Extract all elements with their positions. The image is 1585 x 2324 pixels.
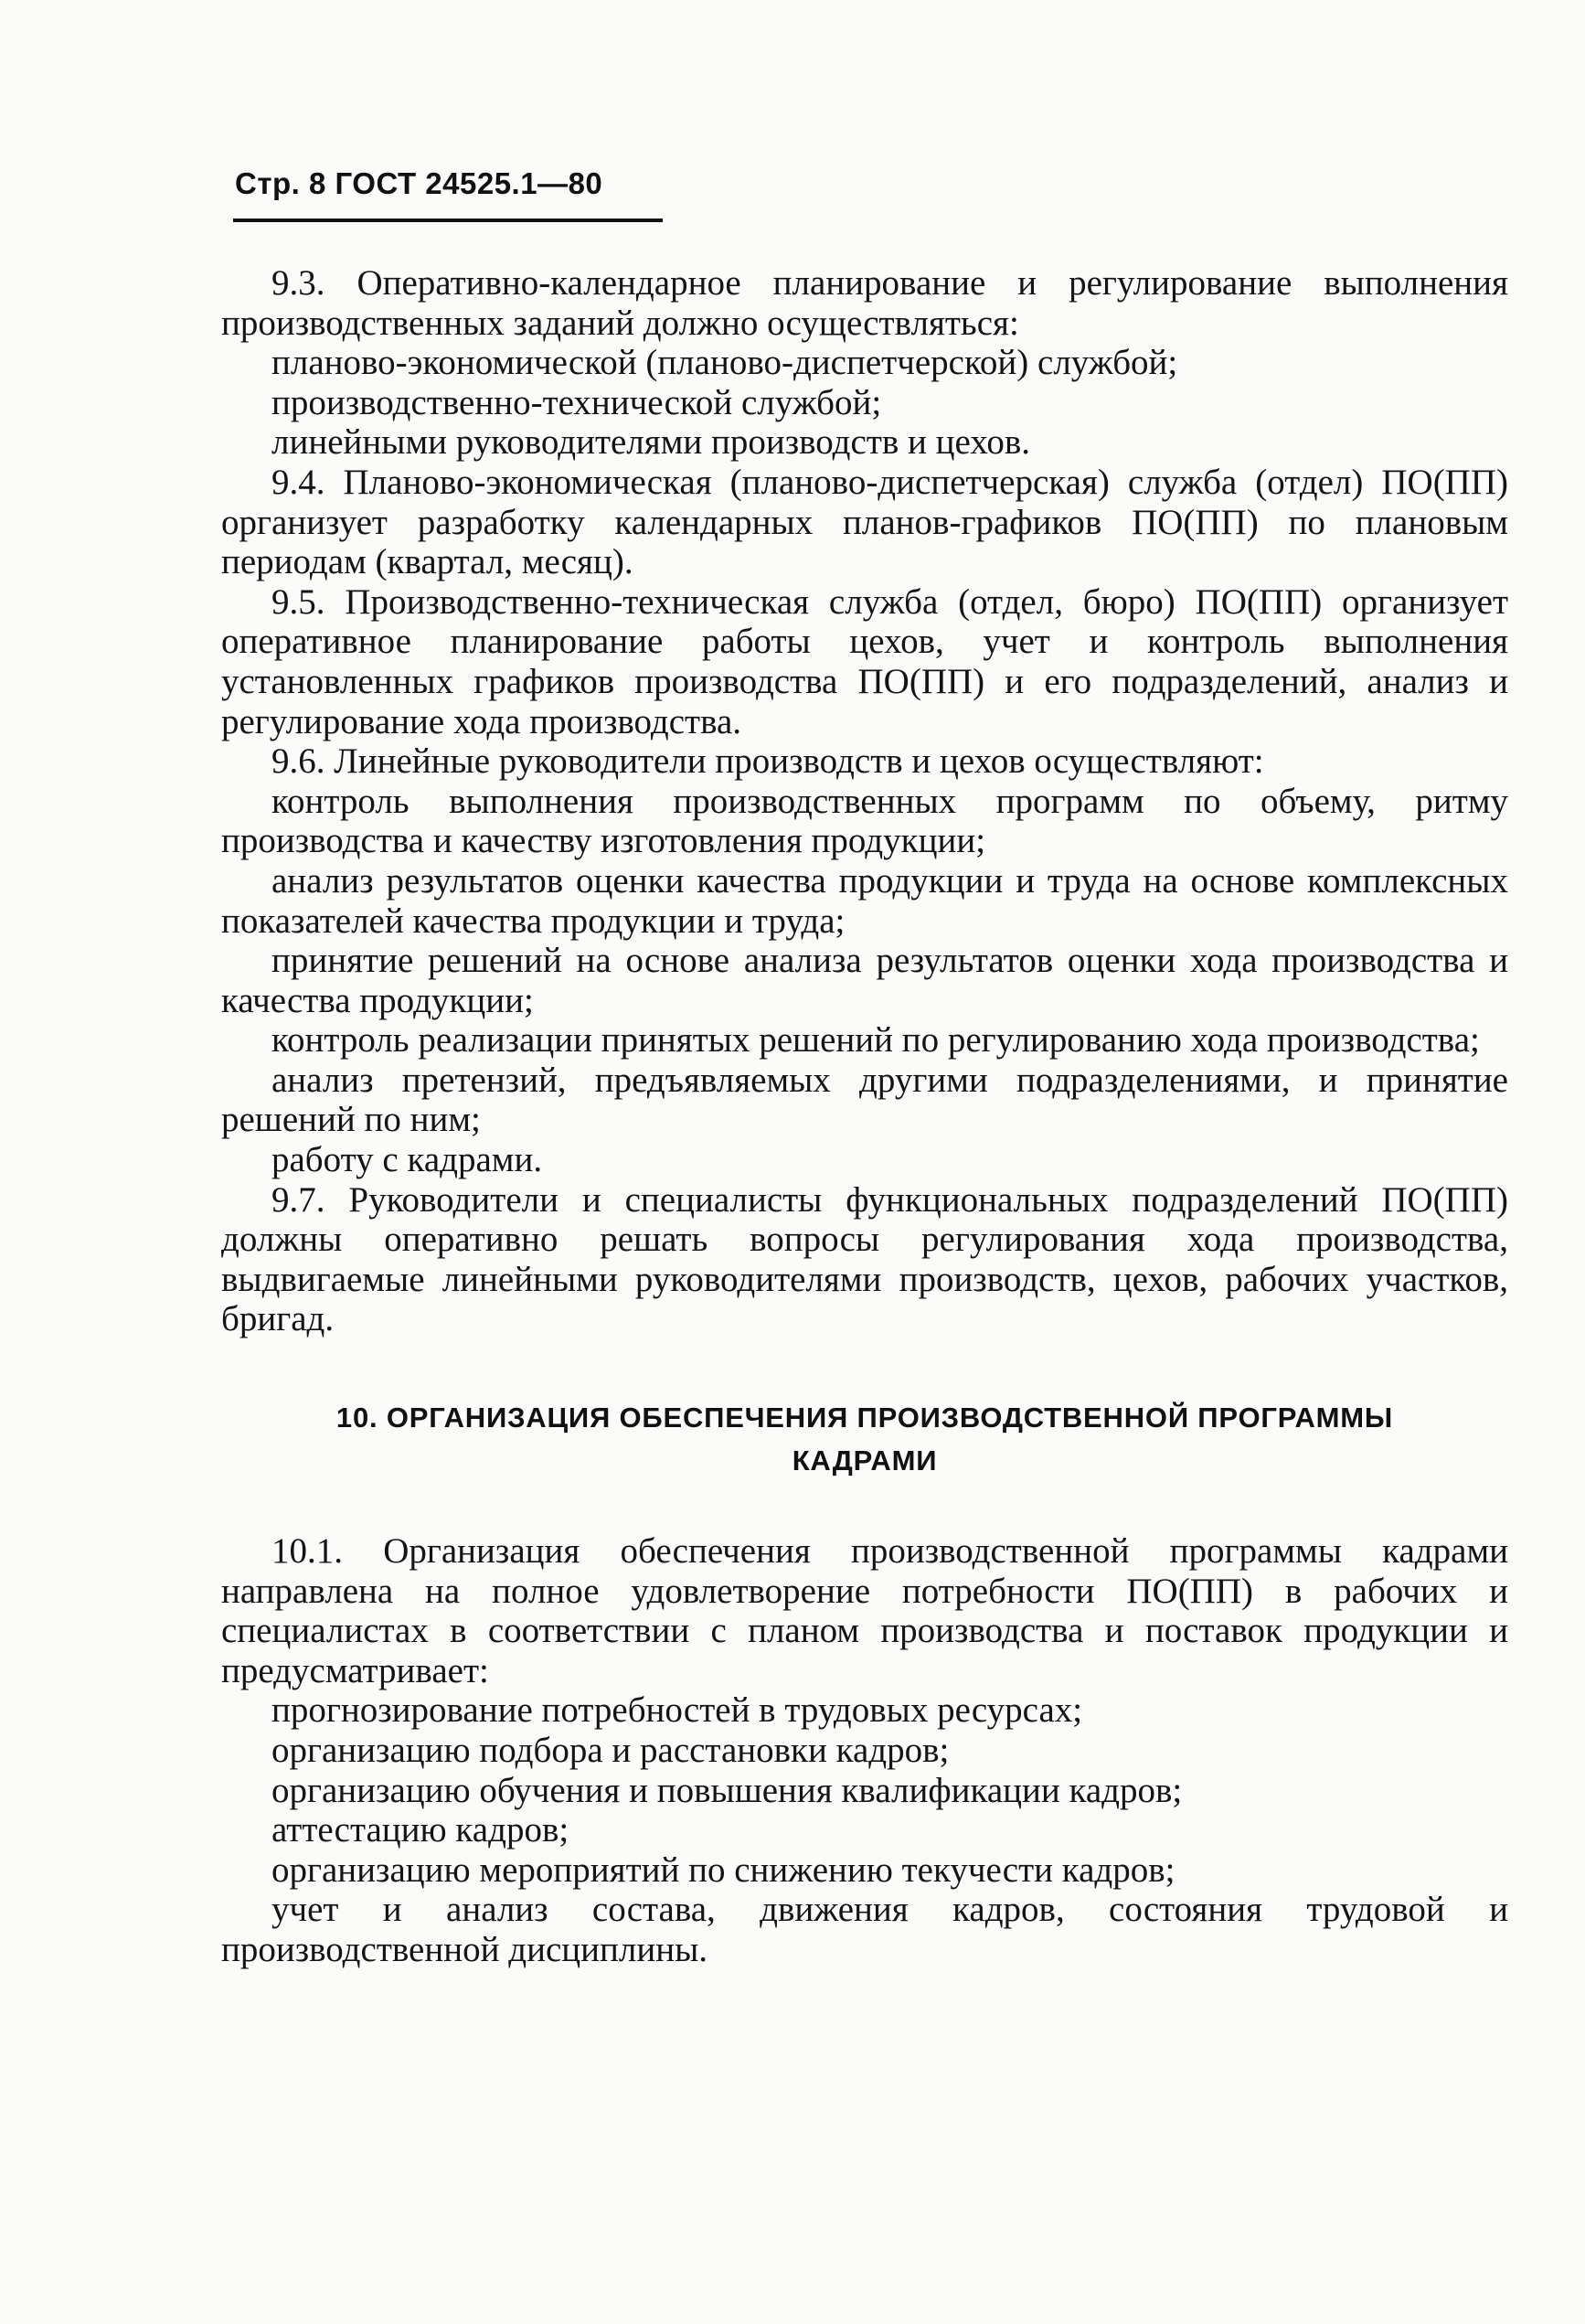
paragraph-9-3: 9.3. Оперативно-календарное планирование и регулирование выполнения производственных заданий должно осуществляться: <box>221 263 1508 343</box>
list-item: производственно-технической службой; <box>271 382 882 422</box>
list-item: контроль выполнения производственных программ по объему, ритму производства и качеству изготовления продукции; <box>221 781 1508 861</box>
paragraph-10-1: 10.1. Организация обеспечения производственной программы кадрами направлена на полное удовлетворение потребности ПО(ПП) в рабочих и специалистах в соответствии с планом производства и поставок продукции и предусматривает: <box>221 1531 1508 1690</box>
section-10-title <box>221 1396 1508 1482</box>
list-item: анализ результатов оценки качества продукции и труда на основе комплексных показателей качества продукции и труда; <box>221 860 1508 941</box>
list-item: организацию обучения и повышения квалификации кадров; <box>271 1770 1183 1810</box>
section-10-title-line1: 10. ОРГАНИЗАЦИЯ ОБЕСПЕЧЕНИЯ ПРОИЗВОДСТВЕННОЙ ПРОГРАММЫ <box>335 1402 1394 1434</box>
list-item: организацию мероприятий по снижению текучести кадров; <box>271 1850 1175 1890</box>
document-body <box>221 263 1508 1970</box>
list-item: анализ претензий, предъявляемых другими подразделениями, и принятие решений по ним; <box>221 1060 1508 1140</box>
page-header: Стр. 8 ГОСТ 24525.1—80 <box>235 166 603 200</box>
section-10-title-line2: КАДРАМИ <box>792 1445 938 1477</box>
list-item: аттестацию кадров; <box>271 1810 569 1850</box>
list-item: контроль реализации принятых решений по регулированию хода производства; <box>271 1020 1480 1061</box>
list-item: учет и анализ состава, движения кадров, состояния трудовой и производственной дисциплины. <box>221 1890 1508 1969</box>
list-item: организацию подбора и расстановки кадров; <box>271 1731 950 1770</box>
list-item: работу с кадрами. <box>271 1140 543 1180</box>
list-item: прогнозирование потребностей в трудовых ресурсах; <box>271 1690 1083 1731</box>
paragraph-9-6: 9.6. Линейные руководители производств и цехов осуществляют: <box>271 741 1264 782</box>
list-item: планово-экономической (планово-диспетчерской) службой; <box>271 343 1178 383</box>
paragraph-9-4: 9.4. Планово-экономическая (планово-диспетчерская) служба (отдел) ПО(ПП) организует разработку календарных планов-графиков ПО(ПП) по плановым периодам (квартал, месяц). <box>221 462 1508 582</box>
paragraph-9-7: 9.7. Руководители и специалисты функциональных подразделений ПО(ПП) должны оперативно решать вопросы регулирования хода производства, выдвигаемые линейными руководителями производств, цехов, рабочих участков, бригад. <box>221 1179 1508 1339</box>
header-rule <box>233 219 663 222</box>
list-item: линейными руководителями производств и цехов. <box>271 422 1031 463</box>
list-item: принятие решений на основе анализа результатов оценки хода производства и качества продукции; <box>221 941 1508 1020</box>
paragraph-9-5: 9.5. Производственно-техническая служба (отдел, бюро) ПО(ПП) организует оперативное планирование работы цехов, учет и контроль выполнения установленных графиков производства ПО(ПП) и его подразделений, анализ и регулирование хода производства. <box>221 581 1508 741</box>
